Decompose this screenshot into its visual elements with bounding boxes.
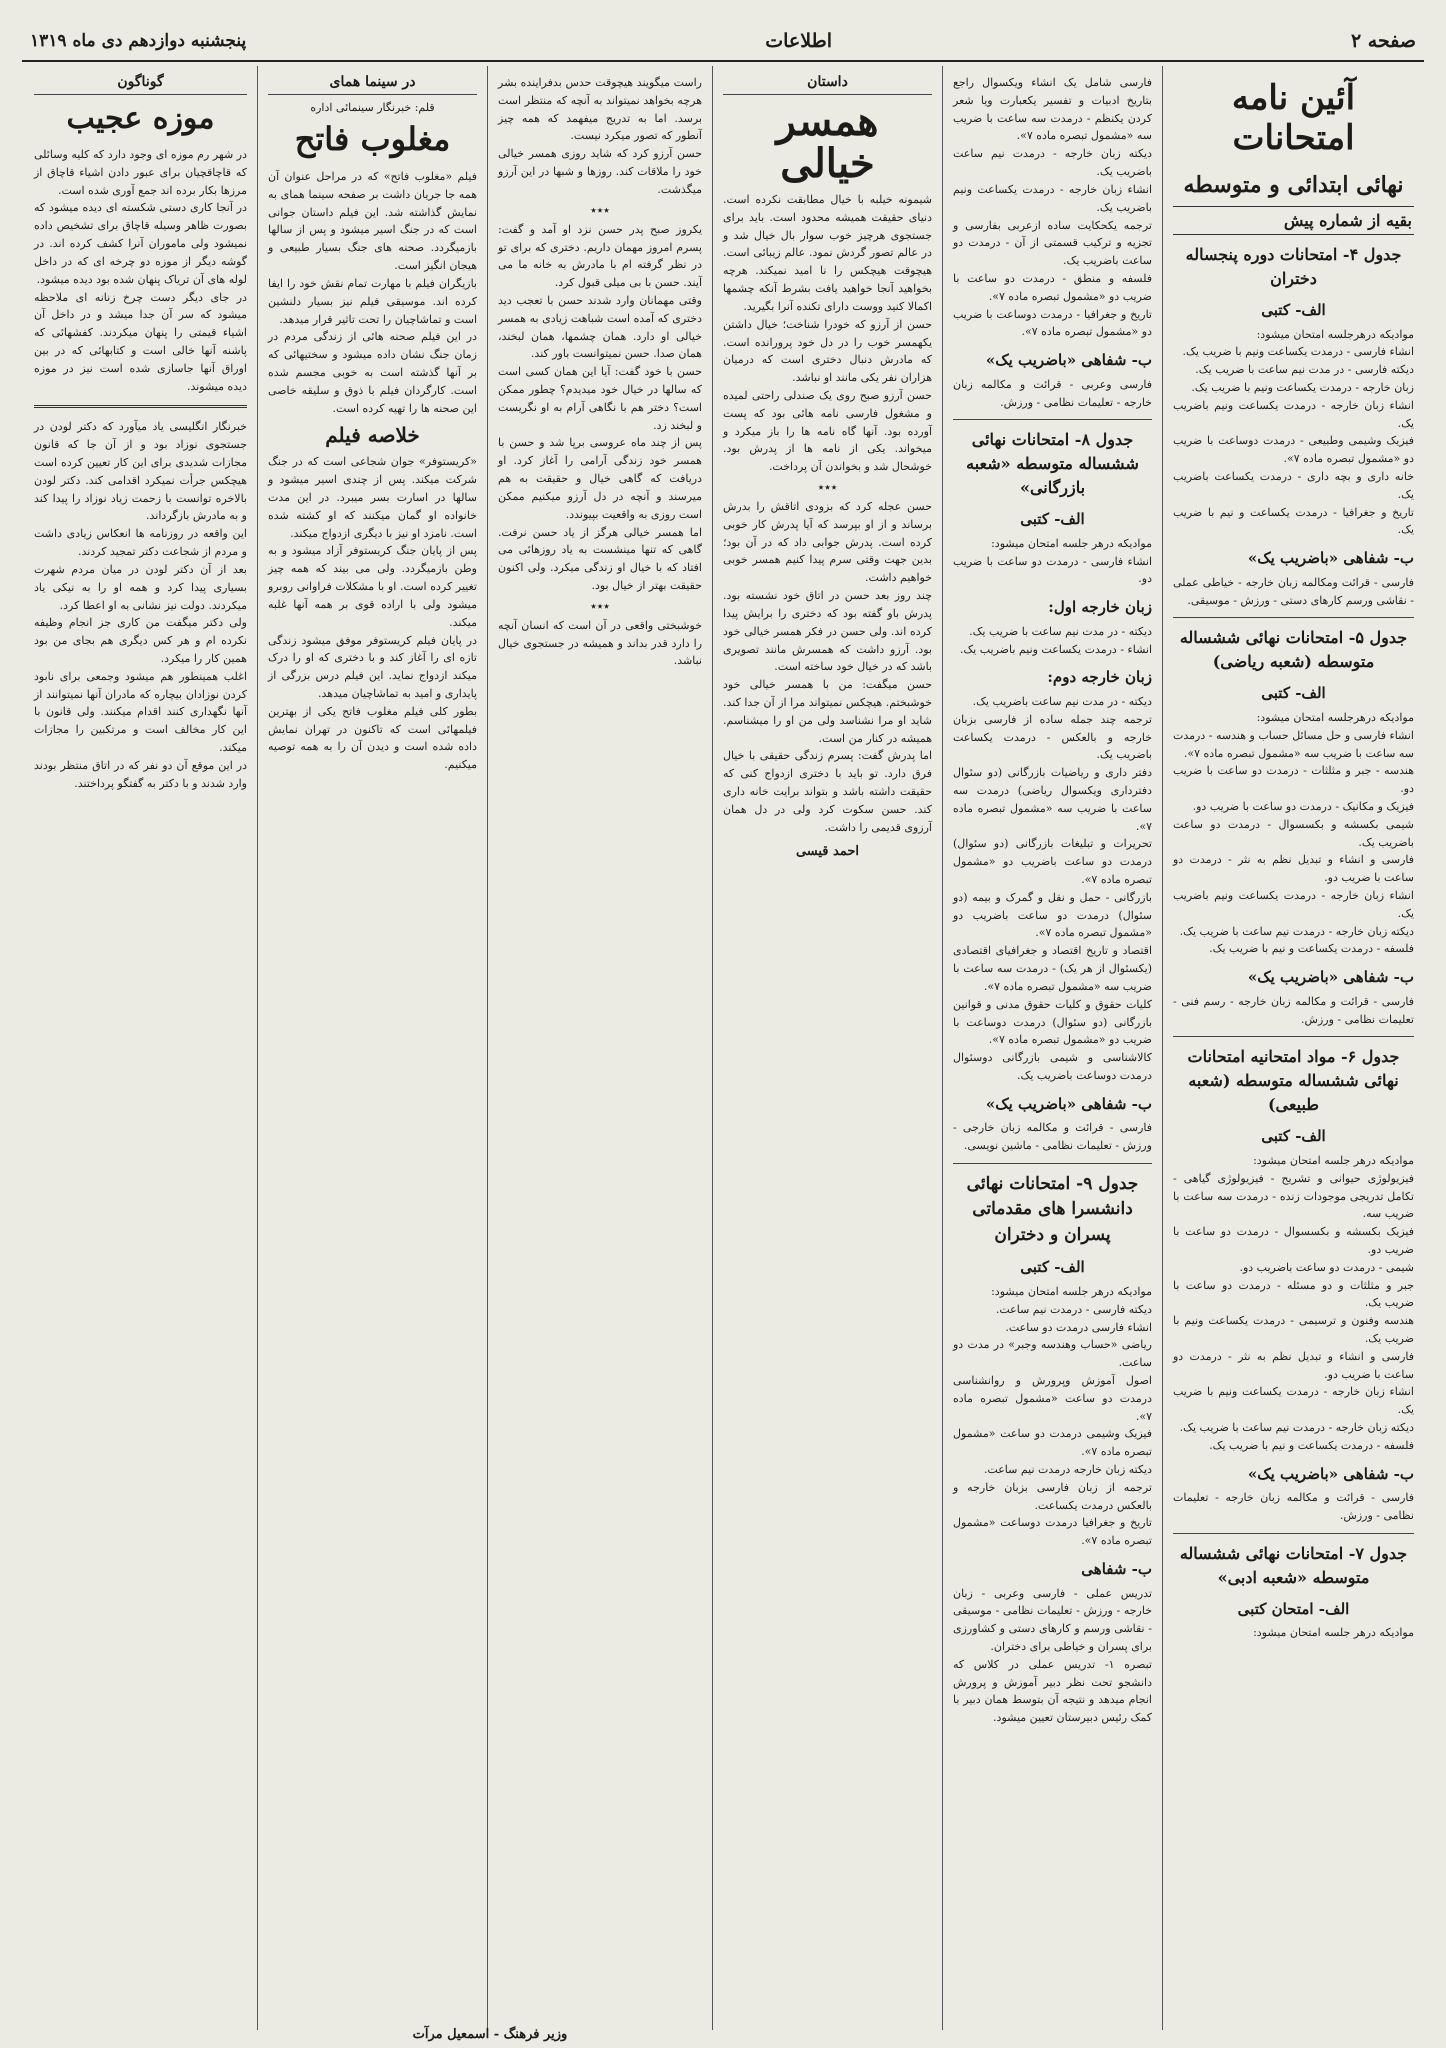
lang1-text: دیکته - در مدت نیم ساعت با ضریب یک. انشاء - درمدت یکساعت ونیم باضریب یک. <box>959 624 1152 656</box>
story-title: همسر خیالی <box>776 98 879 187</box>
table4-part-b: ب- شفاهی «باضریب یک» <box>1247 549 1414 568</box>
table5-part-b: ب- شفاهی «باضریب یک» <box>1247 968 1414 987</box>
misc-kicker: گوناگون <box>34 74 247 95</box>
table4-heading: جدول ۴- امتحانات دوره پنجساله دختران <box>1185 245 1402 288</box>
column-cinema <box>257 66 487 2030</box>
column-miscellany <box>24 66 257 2030</box>
lang1-heading: زبان خارجه اول: <box>1048 598 1152 617</box>
cinema-kicker: در سینما همای <box>268 74 477 95</box>
misc-title: موزه عجیب <box>66 101 215 136</box>
story-paragraph-5: اما پدرش گفت: پسرم زندگی حقیقی با خیال فرق دارد. تو باید با دختری ازدواج کنی که حقیقت داشته باشد و بتواند برایت خانه داری کند. حسن سکوت کرد ولی در دل همان آرزوی قدیمی را داشت. <box>719 749 932 834</box>
lang2-heading: زبان خارجه دوم: <box>1047 668 1152 687</box>
divider <box>1173 1533 1414 1534</box>
lit-items: فارسی شامل یک انشاء ویکسوال راجع بتاریخ ادبیات و تفسیر یکعبارت ویا شعر کردن یکنظم - درمدت سه ساعت با ضریب سه «مشمول تبصره ماده ۷». دیکته زبان خارجه - درمدت نیم ساعت باضریب یک. انشاء زبان خارجه - درمدت یکساعت ونیم باضریب یک. ترجمه یکحکایت ساده ازعربی بفارسی و تجزیه و ترکیب قسمتی از آن - درمدت دو ساعت باضریب یک. فلسفه و منطق - درمدت دو ساعت با ضریب دو «مشمول تبصره ماده ۷». تاریخ و جغرافیا - درمدت دوساعت با ضریب دو «مشمول تبصره ماده ۷». <box>953 76 1152 339</box>
table8-intro: موادیکه درهر جلسه امتحان میشود: انشاء فارسی - درمدت دو ساعت با ضریب دو. <box>953 536 1152 586</box>
table5-part-a: الف- کتبی <box>1261 684 1326 703</box>
table4-oral: فارسی - قرائت ومکالمه زبان خارجه - خیاطی عملی - نقاشی ورسم کارهای دستی - ورزش - موسیقی. <box>1169 575 1414 607</box>
story-cont-paragraph-2: یکروز صبح پدر حسن نزد او آمد و گفت: پسرم امروز مهمان داریم. دختری که برای تو در نظر گرفته ام با مادرش به خانه ما می آیند. حسن با بی میلی قبول کرد. وقتی مهمانان وارد شدند حسن با تعجب دید دختری که آمده است شباهت زیادی به همسر خیالی او دارد. همان چشمها، همان لبخند، همان صدا. حسن نمیتوانست باور کند. <box>498 222 702 361</box>
exam-title: آئین نامه امتحانات <box>1231 78 1356 158</box>
table7-intro: موادیکه درهر جلسه امتحان میشود: <box>1253 1626 1414 1640</box>
misc-paragraph-5: اغلب همینطور هم میشود وجمعی برای نابود کردن نوزادان بیچاره که مادران آنها نمیتوانند از آنها نگهداری کنند اقدام میکنند. ولی قانون با این کار مخالف است و مرتکبین را مجازات میکند. در این موقع آن دو نفر که در اتاق منتظر بودند وارد شدند و با دکتر به گفتگو پرداختند. <box>34 669 247 790</box>
table8-part-b: ب- شفاهی «باضریب یک» <box>985 1094 1152 1113</box>
story-cont-paragraph-5: خوشبختی واقعی در آن است که انسان آنچه را دارد قدر بداند و همیشه در جستجوی خیال نباشد. <box>494 618 702 668</box>
table4-items: موادیکه درهرجلسه امتحان میشود: انشاء فارسی - درمدت یکساعت ونیم با ضریب یک. دیکته فارسی - در مدت نیم ساعت با ضریب یک. زبان خارجه - درمدت یکساعت ونیم با ضریب یک. انشاء زبان خارجه - درمدت یکساعت ونیم باضریب یک. فیزیک وشیمی وطبیعی - درمدت دوساعت با ضریب دو «مشمول تبصره ماده ۷». خانه داری و بچه داری - درمدت یکساعت باضریب یک. تاریخ و جغرافیا - درمدت یکساعت و نیم با ضریب یک. <box>1173 327 1414 537</box>
story-paragraph-2: حسن آرزو صبح روی یک صندلی راحتی لمیده و مشغول فارسی نامه هائی بود که پست آورده بود. آنها گاه نامه ها را باز میکرد و میخواند. یکی از نامه ها از پدرش بود. خوشحال شد و بخواندن آن پرداخت. <box>719 388 932 474</box>
column-story-2 <box>487 66 712 2030</box>
page-number: صفحه ۲ <box>1350 30 1416 52</box>
table9-part-a: الف- کتبی <box>1020 1258 1085 1277</box>
table6-items: موادیکه درهر جلسه امتحان میشود: فیزیولوژی حیوانی و تشریح - فیزیولوژی گیاهی - تکامل تدریجی موجودات زنده - درمدت سه ساعت با ضریب سه. فیزیک بکسشه و بکسسوال - درمدت دو ساعت با ضریب دو. شیمی - درمدت دو ساعت باضریب دو. جبر و مثلثات و دو مسئله - درمدت دو ساعت با ضریب یک. هندسه وفنون و ترسیمی - درمدت یکساعت ونیم با ضریب یک. فارسی و انشاء و تبدیل نظم به نثر - درمدت دو ساعت با ضریب دو. انشاء زبان خارجه - درمدت یکساعت ونیم با ضریب یک. دیکته زبان خارجه - درمدت نیم ساعت با ضریب یک. فلسفه - درمدت یکساعت و نیم با ضریب یک. <box>1173 1153 1414 1452</box>
table9-part-b: ب- شفاهی <box>1081 1560 1152 1579</box>
column-exam-rules <box>1162 66 1424 2030</box>
table8-oral: فارسی - قرائت و مکالمه زبان خارجی - ورزش - تعلیمات نظامی - ماشین نویسی. <box>949 1121 1152 1153</box>
cinema-paragraph-4: در پایان فیلم کریستوفر موفق میشود زندگی تازه ای را آغاز کند و با دختری که او را درک میکند ازدواج نماید. این فیلم درس بزرگی از پایداری و امید به تماشاچیان میدهد. بطور کلی فیلم مغلوب فاتح یکی از بهترین فیلمهائی است که تاکنون در تهران نمایش داده شده است و دیدن آن را به همه توصیه میکنیم. <box>268 633 477 772</box>
table6-part-a: الف- کتبی <box>1261 1127 1326 1146</box>
table4-part-a: الف- کتبی <box>1261 301 1326 319</box>
cinema-paragraph-2: در این فیلم صحنه هائی از زندگی مردم در زمان جنگ نشان داده میشود و سختیهائی که بر آنها گذشته است به خوبی مجسم شده است. کارگردان فیلم با ذوق و سلیقه خاصی این صحنه ها را تهیه کرده است. <box>264 330 477 415</box>
table5-items: موادیکه درهرجلسه امتحان میشود: انشاء فارسی و حل مسائل حساب و هندسه - درمدت سه ساعت با ضریب سه «مشمول تبصره ماده ۷». هندسه - جبر و مثلثات - درمدت دو ساعت با ضریب دو. فیزیک و مکانیک - درمدت دو ساعت با ضریب دو. شیمی بکسشه و بکسسوال - درمدت دو ساعت باضریب یک. فارسی و انشاء و تبدیل نظم به نثر - درمدت دو ساعت با ضریب دو. انشاء زبان خارجه - درمدت یکساعت ونیم باضریب یک. دیکته زبان خارجه - درمدت نیم ساعت با ضریب یک. فلسفه - درمدت یکساعت و نیم با ضریب یک. <box>1173 710 1414 956</box>
column-story <box>712 66 942 2030</box>
newspaper-name: اطلاعات <box>765 30 832 52</box>
table6-part-b: ب- شفاهی «باضریب یک» <box>1247 1464 1414 1483</box>
story-cont-paragraph-3: حسن با خود گفت: آیا این همان کسی است که سالها در خیال خود میدیدم؟ چطور ممکن است؟ دختر هم با نگاهی آرام به او نگریست و لبخند زد. پس از چند ماه عروسی برپا شد و حسن با همسر خود زندگی آرامی را آغاز کرد. او دریافت که گاهی خیال و حقیقت به هم میرسند و آنچه در دل آرزو میکنیم ممکن است روزی به واقعیت بپیوندد. <box>498 365 702 521</box>
lang2-text: دیکته - در مدت نیم ساعت باضریب یک. ترجمه چند جمله ساده از فارسی بزبان خارجه و بالعکس - درمدت یکساعت باضریب یک. دفتر داری و ریاضیات بازرگانی (دو سئوال دفترداری ویکسوال ریاضی) درمدت سه ساعت با ضریب سه «مشمول تبصره ماده ۷». تحریرات و تبلیغات بازرگانی (دو سئوال) درمدت دو ساعت باضریب دو «مشمول تبصره ماده ۷». بازرگانی - حمل و نقل و گمرک و بیمه (دو سئوال) درمدت دو ساعت باضریب دو «مشمول تبصره ماده ۷». اقتصاد و تاریخ اقتصاد و جغرافیای اقتصادی (یکسئوال از هر یک) - درمدت سه ساعت با ضریب سه «مشمول تبصره ماده ۷». کلیات حقوق و کلیات حقوق مدنی و قوانین بازرگانی (دو سئوال) درمدت دوساعت با ضریب دو «مشمول تبصره ماده ۷». کالاشناسی و شیمی بازرگانی دوسئوال درمدت دوساعت باضریب یک. <box>953 694 1152 1082</box>
story-cont-paragraph-4: اما همسر خیالی هرگز از یاد حسن نرفت. گاهی که تنها مینشست به یاد روزهائی می افتاد که با خیال او زندگی میکرد. ولی اکنون حقیقت بهتر از خیال بود. <box>494 525 702 592</box>
table9-oral: تدریس عملی - فارسی وعربی - زبان خارجه - ورزش - تعلیمات نظامی - موسیقی - نقاشی ورسم و کارهای دستی و کشاورزی برای پسران و خیاطی برای دختران. تبصره ۱- تدریس عملی در کلاس که دانشجو تحت نظر دبیر آموزش و پرورش انجام میدهد و نتیجه آن بتوسط همان دبیر با کمک رئیس دبیرستان تعیین میشود. <box>953 1586 1152 1725</box>
table8-part-a: الف- کتبی <box>1020 510 1085 529</box>
lit-oral: فارسی وعربی - قرائت و مکالمه زبان خارجه - تعلیمات نظامی - ورزش. <box>949 377 1152 409</box>
table6-heading: جدول ۶- مواد امتحانیه امتحانات نهائی ششساله متوسطه (شعبه طبیعی) <box>1187 1047 1400 1115</box>
divider <box>1173 617 1414 618</box>
page-header <box>22 22 1424 62</box>
table7-heading: جدول ۷- امتحانات نهائی ششساله متوسطه «شعبه ادبی» <box>1179 1543 1408 1587</box>
table8-heading: جدول ۸- امتحانات نهائی ششساله متوسطه «شعبه بازرگانی» <box>966 430 1139 498</box>
story-kicker: داستان <box>723 74 932 95</box>
divider <box>34 405 247 408</box>
film-summary-heading: خلاصه فیلم <box>325 423 420 448</box>
lit-part-b: ب- شفاهی «باضریب یک» <box>985 351 1152 370</box>
issue-date: پنجشنبه دوازدهم دی ماه ۱۳۱۹ <box>30 31 247 51</box>
table6-oral: فارسی - قرائت و مکالمه زبان خارجه - تعلیمات نظامی - ورزش. <box>1169 1491 1414 1522</box>
cinema-title: مغلوب فاتح <box>294 120 451 158</box>
cinema-paragraph-1: فیلم «مغلوب فاتح» که در مراحل عنوان آن همه جا جریان داشت بر صفحه سینما همای به نمایش گذاشته شد. این فیلم داستان جوانی است که در جنگ اسیر میشود و پس از سالها بازمیگردد. صحنه های جنگ بسیار طبیعی و هیجان انگیز است. بازیگران فیلم با مهارت تمام نقش خود را ایفا کرده اند. موسیقی فیلم نیز بسیار دلنشین است و تماشاچیان را تحت تاثیر قرار میدهد. <box>268 170 477 326</box>
misc-paragraph-2: در جای دیگر دست چرخ زنانه ای ملاحظه میشود که سر آن جدا میشد و در داخل آن اشیاء قیمتی را پنهان میکردند. کفشهائی که پاشنه آنها خالی است و کتابهائی که در بین اوراق آنها جاسازی شده است نیز در موزه دیده میشوند. <box>30 290 247 393</box>
table5-heading: جدول ۵- امتحانات نهائی ششساله متوسطه (شعبه ریاضی) <box>1179 628 1408 672</box>
column-exam-rules-2 <box>942 66 1162 2030</box>
divider <box>1173 1036 1414 1037</box>
cinema-byline: قلم: خبرنگار سینمائی اداره <box>310 101 435 114</box>
story-cont-paragraph-1: راست میگویند هیچوقت حدس بدفراینده بشر هرچه بخواهد نمیتواند به آنچه که منتظر است برسد. اما به تدریج میفهمد که همه چیز آنطور که تصور میکرد نیست. حسن آرزو کرد که شاید روزی همسر خیالی خود را ملاقات کند. روزها و شبها در این آرزو میگذشت. <box>498 76 702 196</box>
misc-paragraph-4: بعد از آن دکتر لودن در میان مردم شهرت بسیاری پیدا کرد و همه او را به نیکی یاد میکردند. دولت نیز نشانی به او اعطا کرد. ولی دکتر میگفت من کاری جز انجام وظیفه نکرده ام و هر کس دیگری هم بجای من بود همین کار را میکرد. <box>34 562 247 665</box>
misc-paragraph-1: در شهر رم موزه ای وجود دارد که کلیه وسائلی که قاچاقچیان برای عبور دادن اشیاء قاچاق از مرزها بکار برده اند جمع آوری شده است. در آنجا کاری دستی شکسته ای دیده میشود که بصورت ظاهر وسیله قاچاق برای تشخیص داده نمیشود ولی ماموران آنرا کشف کرده اند. در گوشه دیگر از موزه دو چرخه ای که در داخل لوله های آن تریاک پنهان شده بود دیده میشود. <box>34 148 247 286</box>
minister-signature: وزیر فرهنگ - اسمعیل مرآت <box>412 2027 568 2042</box>
divider <box>953 1163 1152 1164</box>
section-stars: ٭٭٭ <box>590 598 610 613</box>
table7-part-a: الف- امتحان کتبی <box>1237 1599 1350 1618</box>
table5-oral: فارسی - قرائت و مکالمه زبان خارجه - رسم فنی - تعلیمات نظامی - ورزش. <box>1169 994 1414 1026</box>
story-author: احمد قیسی <box>795 844 860 860</box>
columns <box>22 66 1424 2030</box>
misc-paragraph-3: خبرنگار انگلیسی یاد میآورد که دکتر لودن در جستجوی نوزاد بود و از آن جا که قانون مجازات شدیدی برای این کار تعیین کرده است هیچکس جرأت نمیکرد اقدامی کند. دکتر لودن بالاخره توانست با زحمت زیاد نوزاد را پیدا کند و به مادرش بازگرداند. این واقعه در روزنامه ها انعکاس زیادی داشت و مردم از شجاعت دکتر تمجید کردند. <box>34 420 247 559</box>
cinema-paragraph-3: «کریستوفر» جوان شجاعی است که در جنگ شرکت میکند. پس از چندی اسیر میشود و سالها در اسارت بسر میبرد. در این مدت خانواده او گمان میکنند که او کشته شده است. نامزد او نیز با دیگری ازدواج میکند. پس از پایان جنگ کریستوفر آزاد میشود و به وطن بازمیگردد. ولی می بیند که همه چیز تغییر کرده است. او با مشکلات فراوانی روبرو میشود ولی با اراده قوی بر همه آنها غلبه میکند. <box>268 455 477 629</box>
table9-items: موادیکه درهر جلسه امتحان میشود: دیکته فارسی - درمدت نیم ساعت. انشاء فارسی درمدت دو ساعت. ریاضی «حساب وهندسه وجبر» در مدت دو ساعت. اصول آموزش وپرورش و روانشناسی درمدت دو ساعت «مشمول تبصره ماده ۷». فیزیک وشیمی درمدت دو ساعت «مشمول تبصره ماده ۷». دیکته زبان خارجه درمدت نیم ساعت. ترجمه از زبان فارسی بزبان خارجه و بالعکس درمدت یکساعت. تاریخ و جغرافیا درمدت دوساعت «مشمول تبصره ماده ۷». <box>953 1284 1152 1548</box>
exam-subtitle: نهائی ابتدائی و متوسطه <box>1183 172 1404 198</box>
continued-note: بقیه از شماره پیش <box>1173 206 1414 235</box>
section-stars: ٭٭٭ <box>817 480 838 494</box>
section-stars: ٭٭٭ <box>590 202 610 217</box>
divider <box>953 419 1152 420</box>
story-paragraph-4: حسن میگفت: من با همسر خیالی خود خوشبختم. هیچکس نمیتواند مرا از آن جدا کند. شاید او مرا نشناسد ولی من او را میشناسم. همیشه در کنار من است. <box>719 678 932 745</box>
story-paragraph-1: شیمونه خیلبه با خیال مطابقت نکرده است. دنیای حقیقت همیشه محدود است. باید برای جستجوی هرچیز خوب سوار بال خیال شد و در عالم تصور گردش نمود. عالم زیبائی است. هیچوقت هیچکس را نا امید نمیکند. هرچه بخواهید آنجا خواهید یافت بشرط آنکه چشمها اکمالا کنید ووست دارای تکنده آنرا بگیرید. حسن از آرزو که خودرا شناخت؛ خیال داشتن یکهمسر خوب را در دل خود پرورانده است. که مادرش دنبال دختری است که درمیان هزاران نفر یکی مانند او نباشد. <box>723 193 932 385</box>
story-paragraph-3: حسن عجله کرد که بزودی اتاقش را بدرش برساند و از او بپرسد که آیا پدرش کار خوبی کرده است. پدرش جوابی داد که در آن بود؛ بدین جهت وقتی سرم پیدا کنیم همسر خوبی خواهیم داشت. چند روز بعد حسن در اتاق خود نشسته بود. پدرش باو گفته بود که دختری را برایش پیدا کرده اند. ولی حسن در فکر همسر خیالی خود بود. آرزو داشت که همسرش مانند تصویری باشد که در خیال خود ساخته است. <box>723 500 932 674</box>
table9-heading: جدول ۹- امتحانات نهائی دانشسرا های مقدماتی پسران و دختران <box>966 1173 1139 1245</box>
